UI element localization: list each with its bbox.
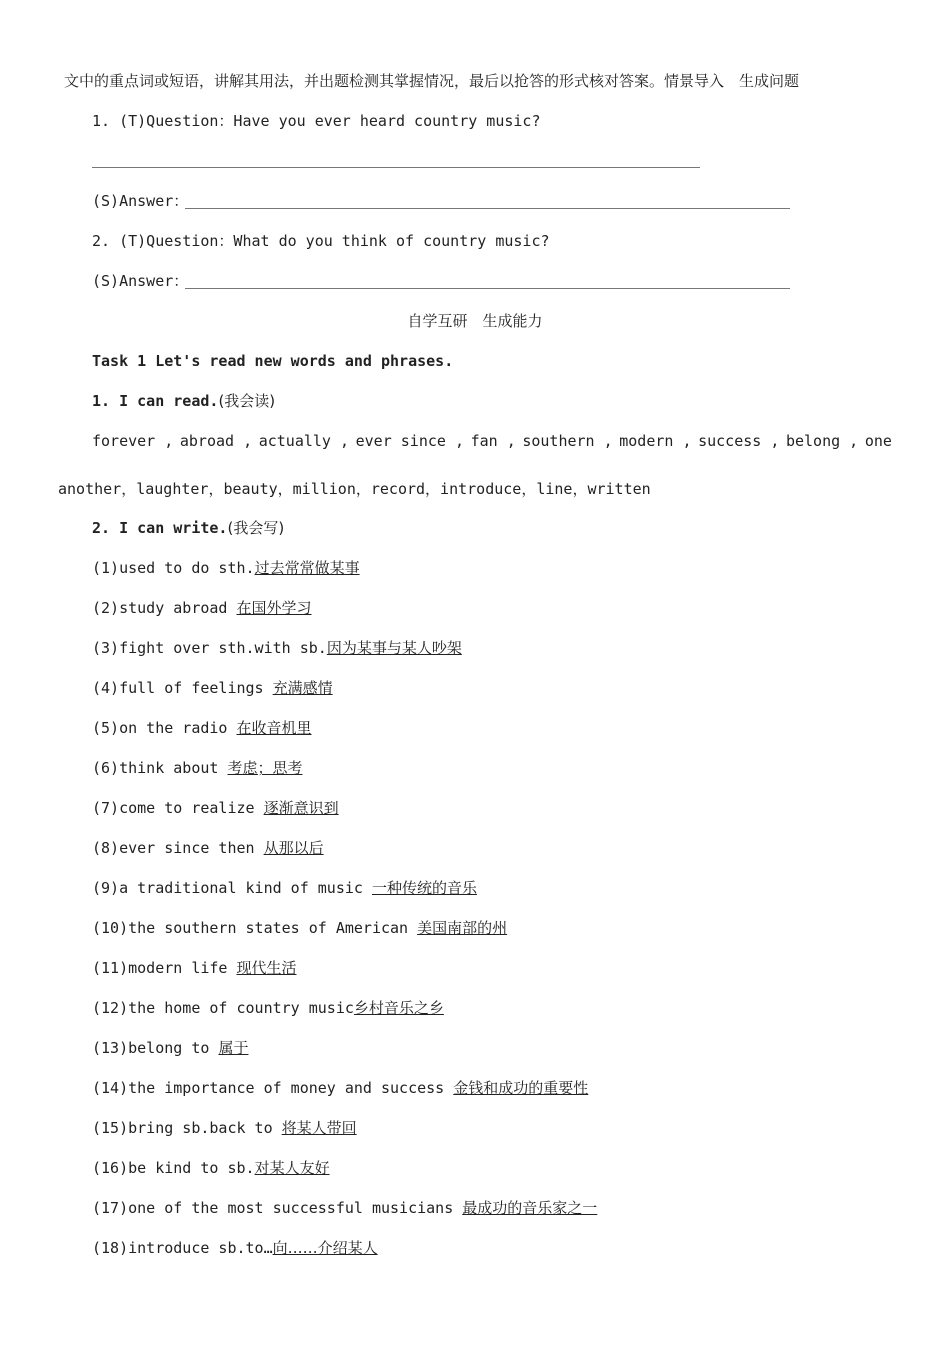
- word: success ,: [698, 432, 780, 450]
- phrase-en: (10)the southern states of American: [92, 919, 418, 937]
- word: ever since ,: [355, 432, 464, 450]
- phrase-item: [92, 958, 297, 978]
- phrase-en: (5)on the radio: [92, 719, 237, 737]
- read-words-line-1: [92, 431, 892, 451]
- phrase-item: [92, 1198, 597, 1218]
- phrase-item: [92, 1118, 357, 1138]
- word: forever ,: [92, 432, 174, 450]
- phrase-item: [92, 678, 333, 698]
- phrase-en: (2)study abroad: [92, 599, 237, 617]
- write-heading-zh: (我会写): [227, 519, 285, 537]
- read-heading-en: 1. I can read.: [92, 392, 219, 410]
- phrase-item: [92, 1238, 378, 1258]
- phrase-item: [92, 838, 324, 858]
- intro-text: 文中的重点词或短语，讲解其用法，并出题检测其掌握情况，最后以抢答的形式核对答案。情景导入 生成问题: [64, 72, 800, 90]
- phrase-en: (18)introduce sb.to…: [92, 1239, 273, 1257]
- phrase-en: (13)belong to: [92, 1039, 219, 1057]
- answer-label-1: (S)Answer：: [92, 192, 189, 210]
- question-1: 1. (T)Question：Have you ever heard country music?: [92, 112, 541, 130]
- read-heading-zh: (我会读): [218, 392, 276, 410]
- phrase-en: (1)used to do sth.: [92, 559, 255, 577]
- write-heading: [92, 518, 284, 538]
- answer-blank-2[interactable]: [185, 288, 790, 289]
- phrase-item: [92, 1158, 330, 1178]
- answer-blank-1b[interactable]: [185, 208, 790, 209]
- phrase-zh: 因为某事与某人吵架: [326, 639, 462, 657]
- phrase-en: (6)think about: [92, 759, 228, 777]
- read-heading: [92, 391, 275, 411]
- phrase-en: (8)ever since then: [92, 839, 264, 857]
- write-heading-en: 2. I can write.: [92, 519, 228, 537]
- phrase-item: [92, 918, 507, 938]
- phrase-en: (15)bring sb.back to: [92, 1119, 282, 1137]
- phrase-zh: 考虑；思考: [227, 759, 303, 777]
- phrase-zh: 从那以后: [263, 839, 324, 857]
- phrase-item: [92, 878, 477, 898]
- phrase-en: (14)the importance of money and success: [92, 1079, 454, 1097]
- phrase-zh: 向……介绍某人: [272, 1239, 378, 1257]
- phrase-zh: 金钱和成功的重要性: [453, 1079, 589, 1097]
- phrase-en: (12)the home of country music: [92, 999, 354, 1017]
- phrase-item: [92, 758, 302, 778]
- phrase-item: [92, 1078, 588, 1098]
- word: abroad ,: [179, 432, 253, 450]
- phrase-zh: 在国外学习: [236, 599, 312, 617]
- read-words-line-2: another，laughter，beauty，million，record，introduce，line，written: [58, 480, 651, 498]
- word: fan ,: [470, 432, 516, 450]
- word: one: [864, 432, 892, 450]
- phrase-zh: 过去常常做某事: [254, 559, 360, 577]
- phrase-en: (16)be kind to sb.: [92, 1159, 255, 1177]
- section-title: 自学互研 生成能力: [407, 312, 543, 330]
- word: belong ,: [785, 432, 859, 450]
- phrase-zh: 在收音机里: [236, 719, 312, 737]
- phrase-en: (3)fight over sth.with sb.: [92, 639, 327, 657]
- phrase-item: [92, 558, 360, 578]
- phrase-zh: 现代生活: [236, 959, 297, 977]
- word: southern ,: [522, 432, 613, 450]
- phrase-en: (7)come to realize: [92, 799, 264, 817]
- phrase-item: [92, 718, 312, 738]
- phrase-en: (9)a traditional kind of music: [92, 879, 372, 897]
- word: modern ,: [619, 432, 692, 450]
- phrase-zh: 充满感情: [272, 679, 333, 697]
- phrase-item: [92, 998, 444, 1018]
- phrase-zh: 最成功的音乐家之一: [462, 1199, 598, 1217]
- phrase-item: [92, 598, 312, 618]
- phrase-zh: 对某人友好: [254, 1159, 330, 1177]
- phrase-en: (11)modern life: [92, 959, 237, 977]
- word: actually ,: [258, 432, 350, 450]
- phrase-item: [92, 638, 462, 658]
- phrase-zh: 美国南部的州: [417, 919, 508, 937]
- answer-label-2: (S)Answer：: [92, 272, 189, 290]
- phrase-item: [92, 798, 339, 818]
- phrase-item: [92, 1038, 248, 1058]
- phrase-zh: 逐渐意识到: [263, 799, 339, 817]
- phrase-en: (17)one of the most successful musicians: [92, 1199, 463, 1217]
- phrase-zh: 属于: [218, 1039, 249, 1057]
- phrase-zh: 一种传统的音乐: [371, 879, 477, 897]
- answer-blank-1a[interactable]: [92, 167, 700, 168]
- phrase-zh: 乡村音乐之乡: [353, 999, 444, 1017]
- task-1-heading: Task 1 Let's read new words and phrases.: [92, 352, 454, 370]
- phrase-en: (4)full of feelings: [92, 679, 273, 697]
- phrase-zh: 将某人带回: [281, 1119, 357, 1137]
- question-2: 2. (T)Question：What do you think of country music?: [92, 232, 550, 250]
